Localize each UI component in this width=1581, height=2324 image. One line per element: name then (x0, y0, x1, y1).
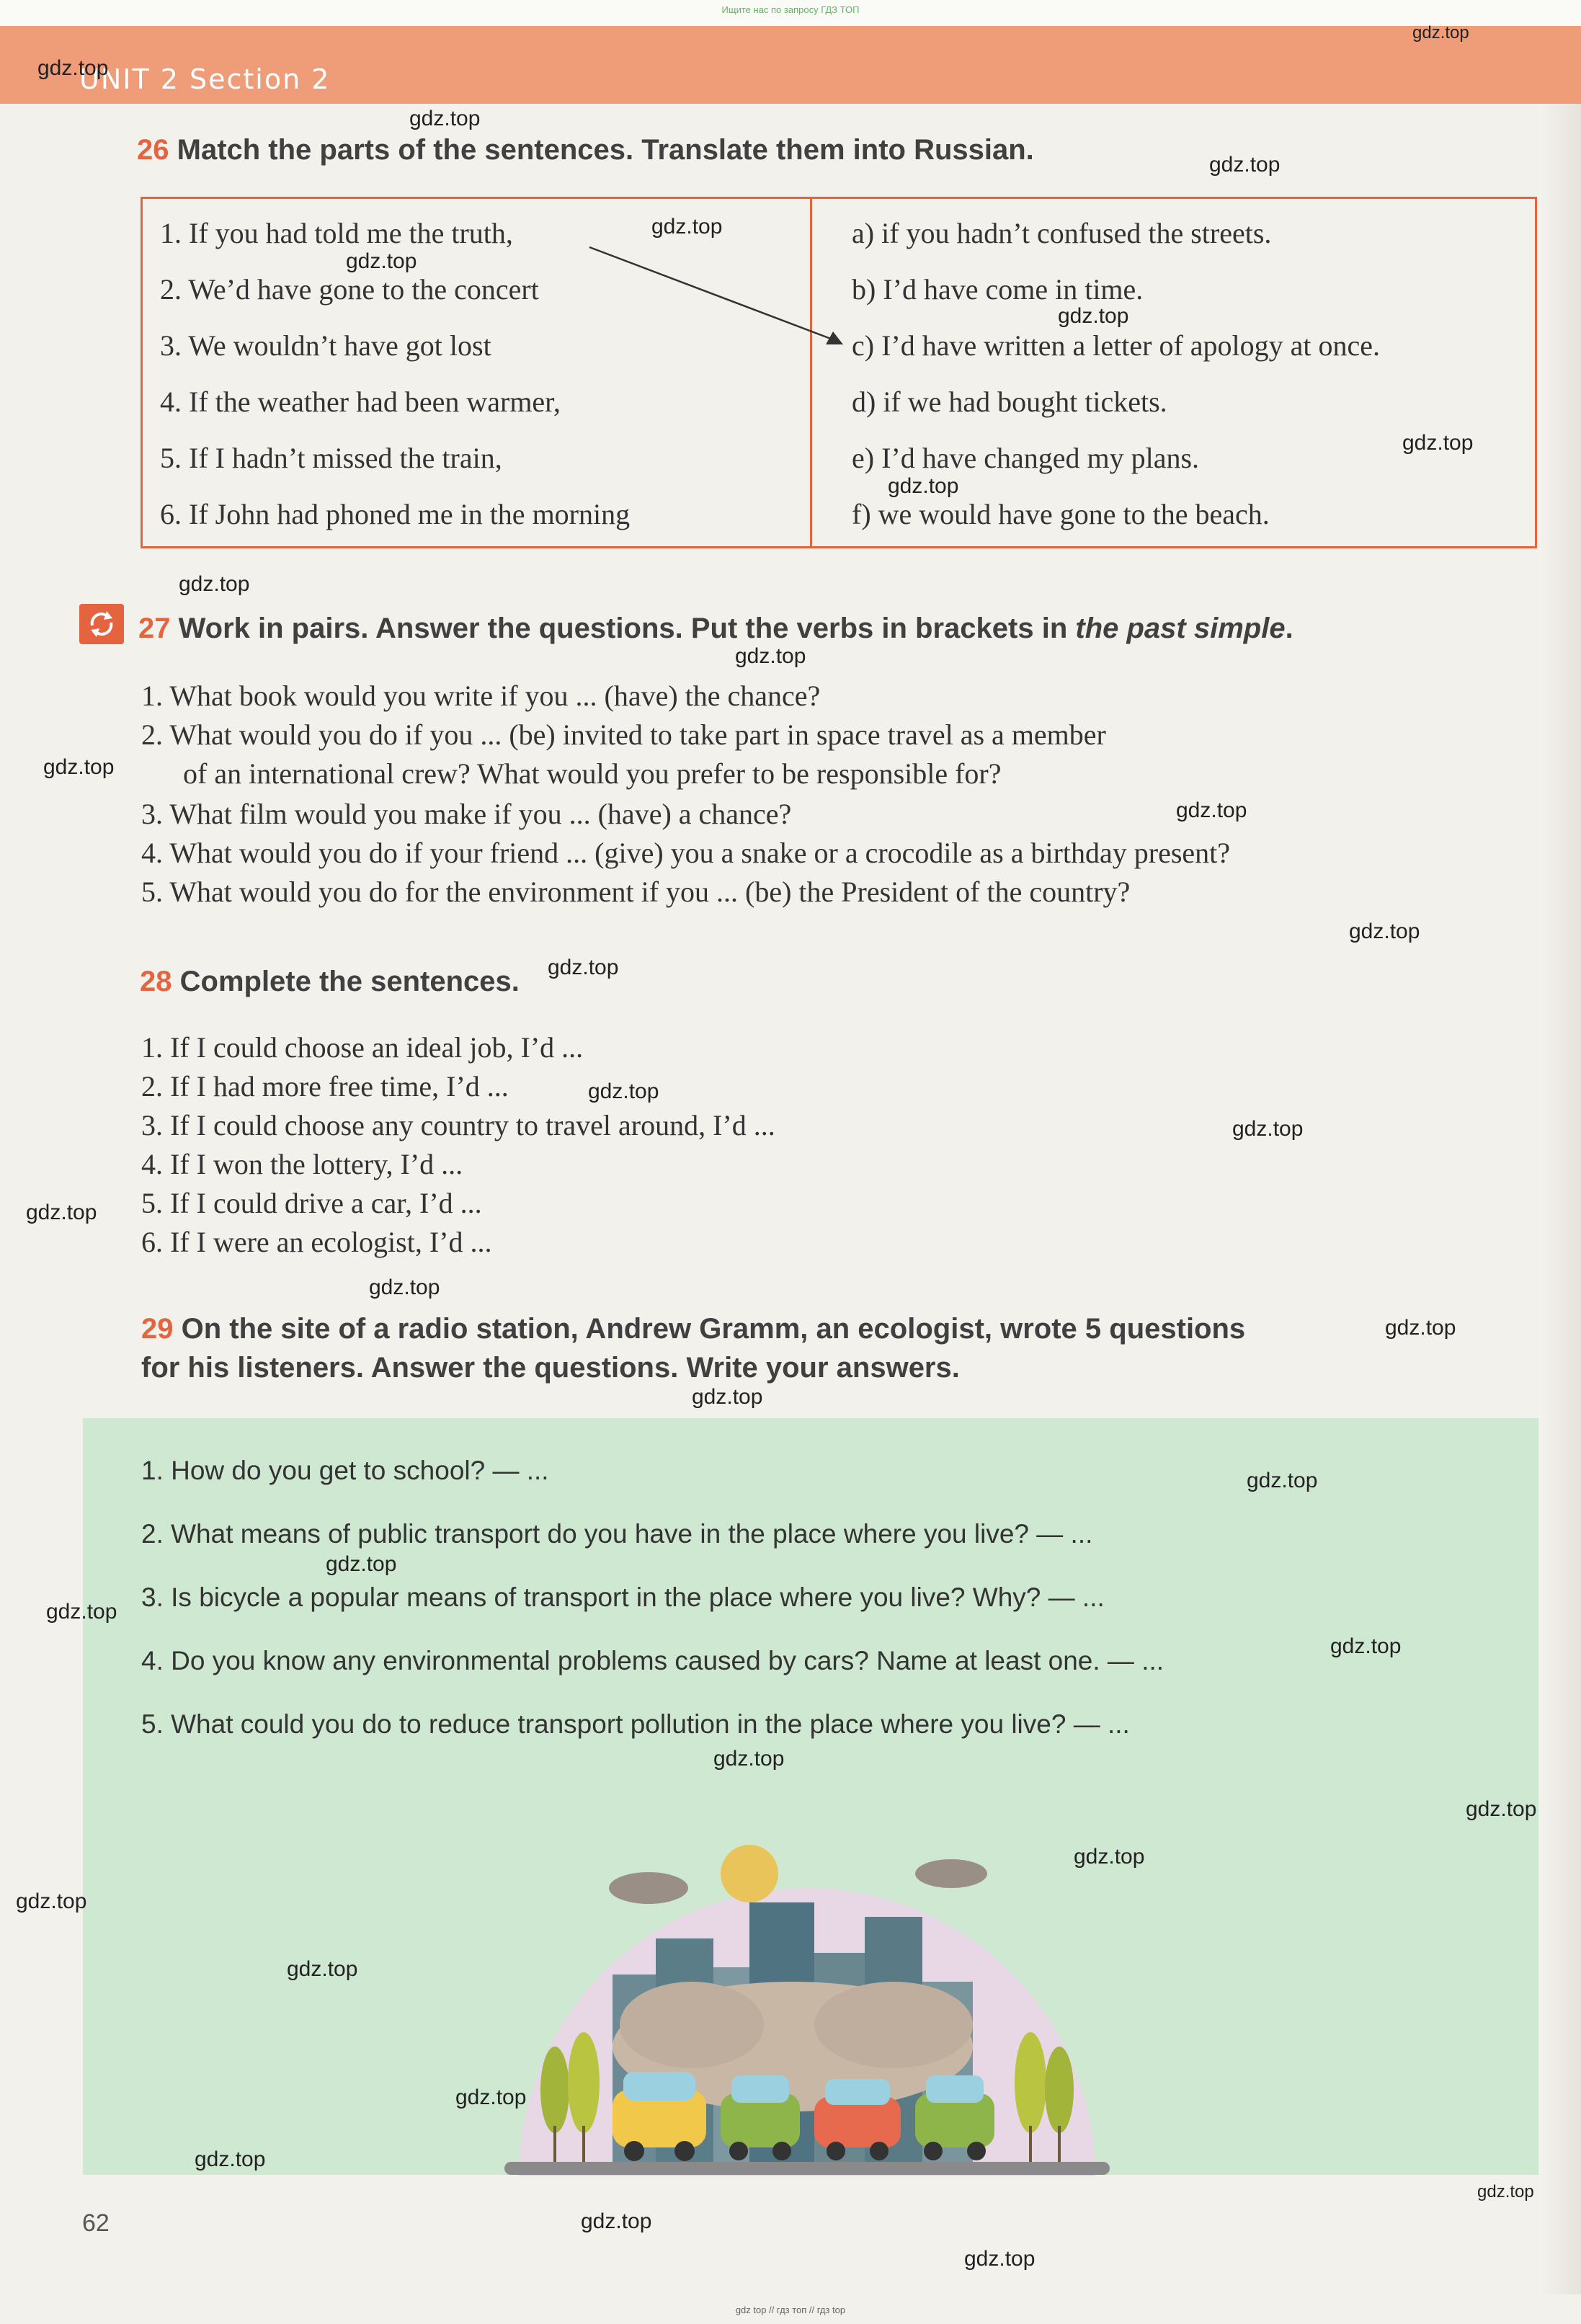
unit-title: UNIT 2 Section 2 (79, 63, 331, 95)
watermark: gdz.top (1209, 153, 1281, 177)
watermark: gdz.top (46, 1600, 117, 1624)
page-number: 62 (82, 2209, 110, 2237)
ex28-item-3: 3. If I could choose any country to travel around, I’d ... (141, 1109, 775, 1141)
ex26-right-b: b) I’d have come in time. (852, 273, 1144, 306)
ex28-item-6: 6. If I were an ecologist, I’d ... (141, 1226, 492, 1258)
watermark: gdz.top (369, 1275, 440, 1299)
watermark: gdz.top (888, 474, 959, 498)
ex26-left-2: 2. We’d have gone to the concert (160, 273, 539, 306)
watermark: gdz.top (964, 2247, 1036, 2271)
ex28-item-2: 2. If I had more free time, I’d ... (141, 1070, 509, 1103)
ex26-right-f: f) we would have gone to the beach. (852, 498, 1270, 530)
watermark: gdz.top (409, 107, 481, 130)
watermark: gdz.top (1466, 1797, 1537, 1821)
ex26-left-6: 6. If John had phoned me in the morning (160, 498, 631, 530)
watermark: gdz.top (43, 755, 115, 779)
watermark: gdz.top (1402, 431, 1474, 455)
watermark: gdz.top (179, 572, 250, 596)
watermark: gdz.top (581, 2209, 652, 2233)
ex28-item-4: 4. If I won the lottery, I’d ... (141, 1148, 463, 1180)
ex26-left-5: 5. If I hadn’t missed the train, (160, 442, 502, 474)
ex27-title (138, 613, 1293, 645)
ex27-item-4: 4. What would you do if your friend ... (give) you a snake or a crocodile as a birthday present? (141, 837, 1231, 869)
ex29-item-5: 5. What could you do to reduce transport pollution in the place where you live? — ... (141, 1709, 1130, 1739)
ex27-title-end: . (1285, 613, 1293, 644)
ex28-item-5: 5. If I could drive a car, I’d ... (141, 1187, 482, 1219)
ex29-item-2: 2. What means of public transport do you have in the place where you live? — ... (141, 1519, 1093, 1549)
watermark: gdz.top (455, 2085, 527, 2109)
ex26-right-d: d) if we had bought tickets. (852, 386, 1167, 418)
watermark: gdz.top (326, 1552, 397, 1576)
ex27-item-2: 2. What would you do if you ... (be) invited to take part in space travel as a member (141, 718, 1106, 751)
watermark: gdz.top (195, 2147, 266, 2171)
watermark: gdz.top (1074, 1845, 1145, 1869)
watermark: gdz.top (346, 249, 417, 273)
ex29-title-text: On the site of a radio station, Andrew Gramm, an ecologist, wrote 5 questions (181, 1313, 1246, 1345)
ex28-number: 28 (140, 966, 172, 997)
ex27-item-1: 1. What book would you write if you ... (have) the chance? (141, 680, 821, 712)
pair-work-icon (79, 604, 124, 644)
ex29-number: 29 (141, 1313, 174, 1345)
watermark: gdz.top (26, 1201, 97, 1224)
ex29-item-3: 3. Is bicycle a popular means of transport in the place where you live? Why? — ... (141, 1582, 1105, 1612)
ex29-title-line2: for his listeners. Answer the questions. Write your answers. (141, 1352, 960, 1384)
watermark: gdz.top (548, 956, 619, 979)
ex27-title-main: Work in pairs. Answer the questions. Put the verbs in brackets in (178, 613, 1076, 644)
ex27-item-3: 3. What film would you make if you ... (have) a chance? (141, 798, 792, 830)
ex28-title (140, 966, 520, 998)
ex28-title-text: Complete the sentences. (179, 966, 520, 997)
ex26-number: 26 (137, 134, 169, 166)
watermark: gdz.top (1232, 1117, 1304, 1141)
ex26-left-4: 4. If the weather had been warmer, (160, 386, 561, 418)
watermark: gdz.top (1247, 1469, 1318, 1492)
ex26-right-c: c) I’d have written a letter of apology at once. (852, 329, 1381, 362)
ex27-number: 27 (138, 613, 171, 644)
watermark: gdz.top (37, 56, 109, 80)
watermark: gdz.top (588, 1079, 659, 1103)
ex27-title-italic: the past simple (1075, 613, 1286, 644)
ex26-right-a: a) if you hadn’t confused the streets. (852, 217, 1272, 249)
watermark: gdz.top (1176, 798, 1247, 822)
watermark: gdz.top (735, 644, 806, 668)
ex26-right-e: e) I’d have changed my plans. (852, 442, 1200, 474)
city-pollution-illustration (490, 1787, 1124, 2191)
ex28-item-1: 1. If I could choose an ideal job, I’d ... (141, 1031, 584, 1064)
watermark: gdz.top (1385, 1316, 1456, 1340)
watermark: gdz.top (287, 1957, 358, 1981)
watermark: gdz.top (1412, 23, 1469, 43)
ex29-item-1: 1. How do you get to school? — ... (141, 1456, 549, 1485)
watermark: gdz.top (713, 1747, 785, 1771)
watermark: gdz.top (1477, 2182, 1534, 2201)
watermark: gdz.top (1349, 920, 1420, 943)
watermark: gdz.top (651, 215, 723, 239)
watermark: gdz.top (1330, 1634, 1402, 1658)
ex29-title-line1 (141, 1313, 1245, 1345)
ex26-title-text: Match the parts of the sentences. Translate them into Russian. (177, 134, 1034, 166)
watermark: gdz.top (692, 1385, 763, 1409)
ex29-item-4: 4. Do you know any environmental problems caused by cars? Name at least one. — ... (141, 1646, 1164, 1675)
ex26-left-3: 3. We wouldn’t have got lost (160, 329, 491, 362)
bottom-banner: gdz top // гдз топ // гдз top (735, 2305, 846, 2315)
ex27-item-2-cont: of an international crew? What would you prefer to be responsible for? (183, 757, 1002, 790)
top-banner: Ищите нас по запросу ГДЗ ТОП (721, 4, 860, 15)
ex27-item-5: 5. What would you do for the environment if you ... (be) the President of the country? (141, 876, 1131, 908)
ex26-left-1: 1. If you had told me the truth, (160, 217, 513, 249)
watermark: gdz.top (1058, 304, 1129, 328)
watermark: gdz.top (16, 1889, 87, 1913)
